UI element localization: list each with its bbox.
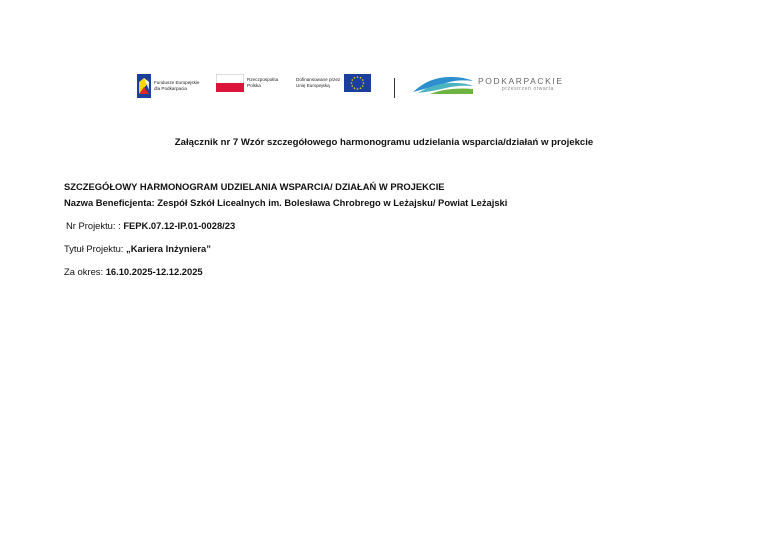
document-heading: SZCZEGÓŁOWY HARMONOGRAM UDZIELANIA WSPARCIA/ DZIAŁAŃ W PROJEKCIE bbox=[64, 181, 445, 192]
period-value: 16.10.2025-12.12.2025 bbox=[105, 266, 203, 277]
project-title bbox=[64, 243, 211, 254]
eu-star-icon bbox=[360, 87, 362, 89]
eu-star-icon bbox=[357, 88, 359, 90]
fundusze-europejskie-logo bbox=[137, 74, 199, 98]
podkarpackie-name: PODKARPACKIE bbox=[478, 75, 564, 86]
podkarpackie-hills-icon bbox=[412, 74, 474, 94]
polish-flag-icon bbox=[216, 74, 244, 92]
fe-logo-text: Fundusze Europejskie dla Podkarpacia bbox=[154, 80, 200, 91]
rp-logo-text: Rzeczpospolita Polska bbox=[247, 77, 279, 88]
project-number-label: Nr Projektu: : bbox=[66, 220, 124, 231]
podkarpackie-text bbox=[478, 77, 564, 92]
reporting-period bbox=[64, 266, 203, 277]
beneficiary-name: Nazwa Beneficjenta: Zespół Szkół Licealnych im. Bolesława Chrobrego w Leżajsku/ Powiat Leżajski bbox=[64, 197, 508, 208]
fe-star-icon bbox=[137, 74, 151, 98]
eu-star-icon bbox=[352, 85, 354, 87]
eu-star-icon bbox=[357, 76, 359, 78]
project-title-label: Tytuł Projektu: bbox=[64, 243, 127, 254]
project-number bbox=[66, 220, 235, 231]
logo-divider bbox=[394, 78, 395, 98]
project-title-value: „Kariera Inżyniera” bbox=[126, 243, 211, 254]
rzeczpospolita-polska-logo bbox=[216, 74, 278, 92]
annex-title: Załącznik nr 7 Wzór szczegółowego harmonogramu udzielania wsparcia/działań w projekcie bbox=[174, 137, 594, 148]
podkarpackie-logo bbox=[412, 74, 564, 94]
eu-star-icon bbox=[360, 77, 362, 79]
period-label: Za okres: bbox=[64, 266, 106, 277]
eu-logo-text: Dofinansowane przez Unię Europejską bbox=[296, 77, 341, 88]
unia-europejska-logo bbox=[296, 74, 371, 92]
project-number-value: FEPK.07.12-IP.01-0028/23 bbox=[123, 220, 236, 231]
eu-flag-icon bbox=[344, 74, 371, 92]
eu-star-icon bbox=[354, 87, 356, 89]
eu-star-icon bbox=[354, 77, 356, 79]
eu-star-icon bbox=[362, 79, 364, 81]
podkarpackie-tagline: przestrzeń otwarta bbox=[502, 85, 554, 92]
logo-bar bbox=[0, 74, 768, 100]
eu-star-icon bbox=[351, 82, 353, 84]
eu-star-icon bbox=[352, 79, 354, 81]
eu-star-icon bbox=[362, 85, 364, 87]
eu-star-icon bbox=[363, 82, 365, 84]
